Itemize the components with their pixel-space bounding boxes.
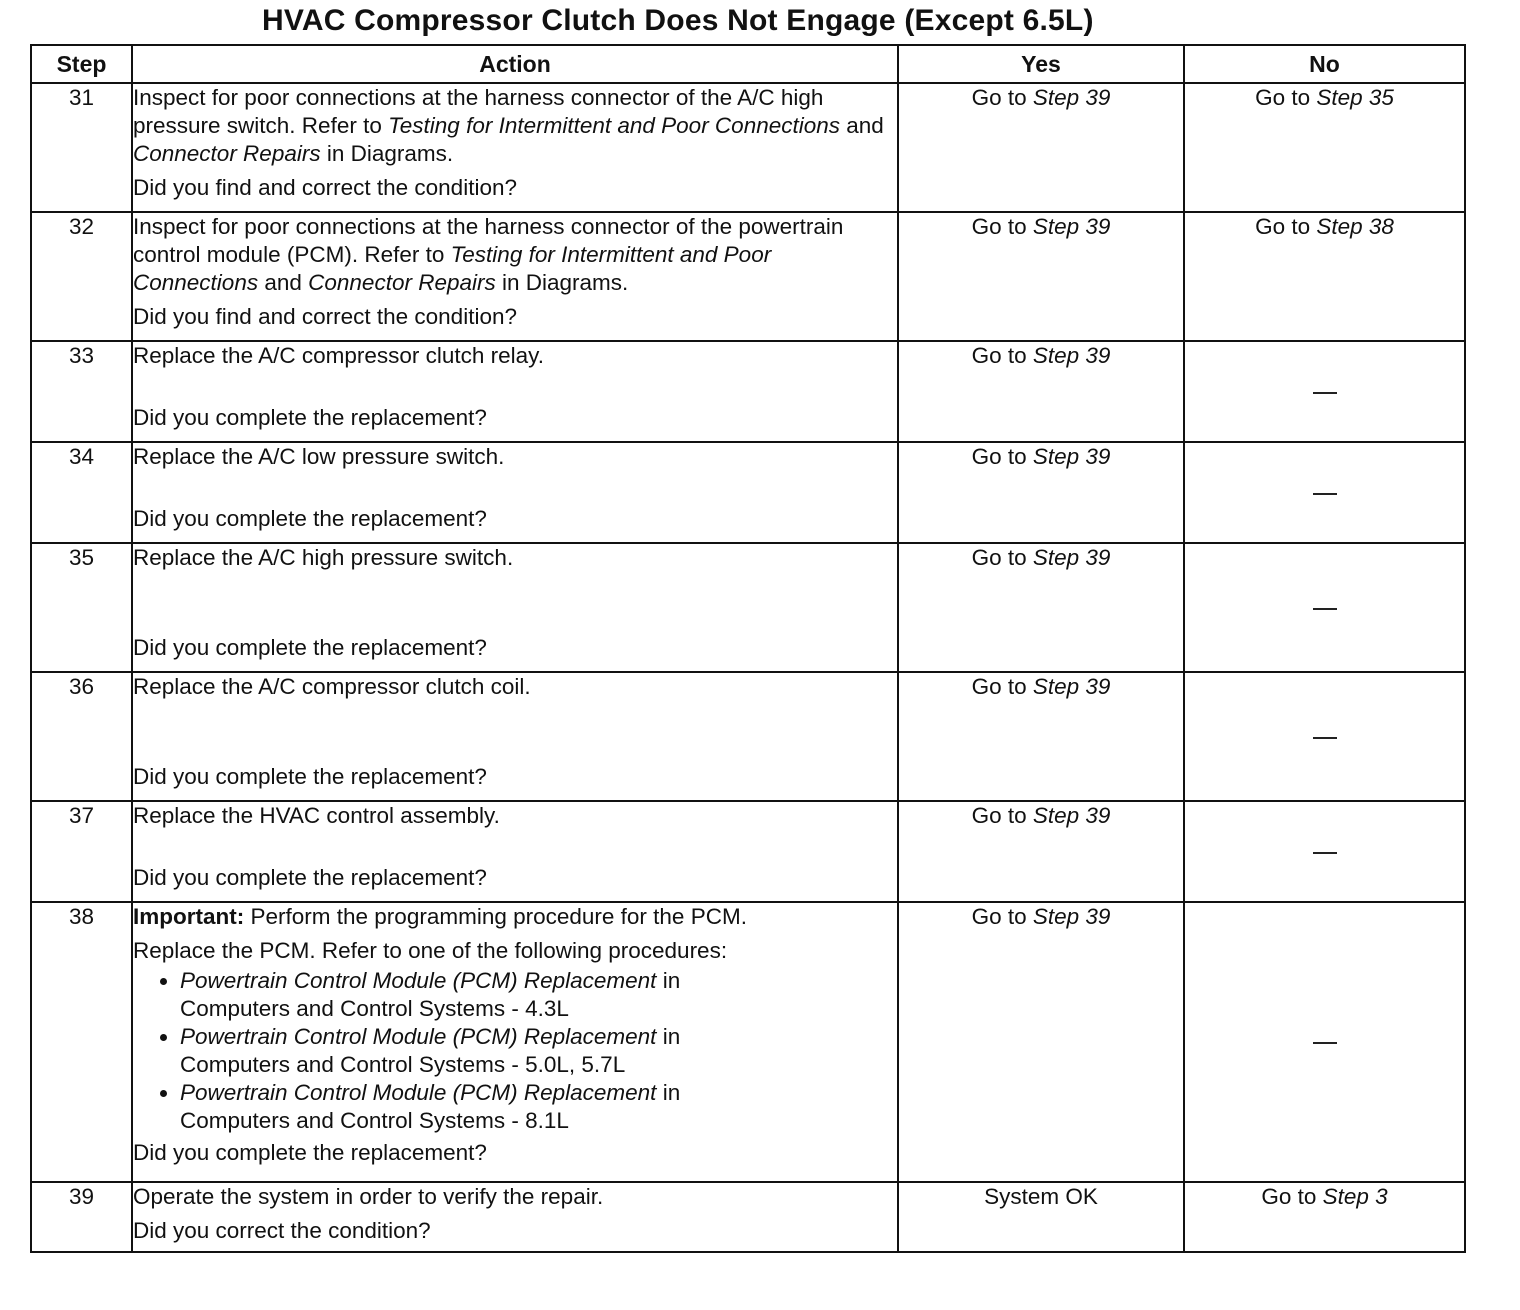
step-number: 35 [31,543,132,672]
header-yes: Yes [898,45,1184,83]
no-dash [1313,852,1337,854]
yes-cell: Go to Step 39 [898,83,1184,212]
step-number: 33 [31,341,132,442]
step-number: 36 [31,672,132,801]
no-cell [1184,442,1465,543]
question-text: Did you find and correct the condition? [133,175,517,200]
yes-cell: Go to Step 39 [898,543,1184,672]
action-cell [132,442,898,543]
important-note: Important: Perform the programming procedure for the PCM. [133,904,747,929]
reference-link: Powertrain Control Module (PCM) Replacement [180,1080,657,1105]
action-cell [132,341,898,442]
reference-link: Testing for Intermittent and Poor Connections [388,113,841,138]
step-number: 39 [31,1182,132,1252]
diagnostic-table [30,44,1466,1253]
action-cell [132,672,898,801]
action-text: Replace the A/C high pressure switch. [133,545,514,570]
step-number: 34 [31,442,132,543]
action-cell [132,83,898,212]
table-row [31,83,1465,212]
action-cell [132,1182,898,1252]
step-number: 37 [31,801,132,902]
question-text: Did you complete the replacement? [133,635,487,660]
yes-cell [898,1182,1184,1252]
step-number: 32 [31,212,132,341]
step-number: 31 [31,83,132,212]
no-step-ref: Step 3 [1322,1184,1388,1209]
list-item: • Powertrain Control Module (PCM) Replacement in Computers and Control Systems - 8.1L [180,1079,897,1135]
no-dash [1313,392,1337,394]
no-cell [1184,672,1465,801]
yes-cell: Go to Step 39 [898,902,1184,1182]
no-step-ref: Step 38 [1316,214,1394,239]
yes-cell: Go to Step 39 [898,341,1184,442]
no-step-ref: Step 35 [1316,85,1394,110]
question-text: Did you complete the replacement? [133,865,487,890]
table-row [31,1182,1465,1252]
no-cell [1184,341,1465,442]
no-cell: Go to Step 38 [1184,212,1465,341]
yes-result: System OK [984,1184,1098,1209]
no-dash [1313,737,1337,739]
page-title: HVAC Compressor Clutch Does Not Engage (Except 6.5L) [262,4,1094,37]
yes-cell: Go to Step 39 [898,212,1184,341]
header-step: Step [31,45,132,83]
yes-cell: Go to Step 39 [898,442,1184,543]
no-cell [1184,902,1465,1182]
yes-cell: Go to Step 39 [898,801,1184,902]
no-dash [1313,608,1337,610]
action-text: Replace the PCM. Refer to one of the following procedures: [133,938,728,963]
no-cell [1184,543,1465,672]
question-text: Did you complete the replacement? [133,764,487,789]
reference-link: Connector Repairs [308,270,496,295]
action-cell [132,543,898,672]
reference-link: Powertrain Control Module (PCM) Replacement [180,968,657,993]
reference-link: Connector Repairs [133,141,321,166]
action-text: Replace the HVAC control assembly. [133,803,500,828]
no-cell: Go to Step 35 [1184,83,1465,212]
no-cell: Go to Step 3 [1184,1182,1465,1252]
yes-step-ref: Step 39 [1032,545,1111,570]
action-cell [132,212,898,341]
table-row [31,442,1465,543]
yes-step-ref: Step 39 [1032,343,1111,368]
list-item: • Powertrain Control Module (PCM) Replacement in Computers and Control Systems - 5.0L, 5.7L [180,1023,897,1079]
action-text: Operate the system in order to verify the repair. [133,1184,604,1209]
header-row [31,45,1465,83]
table-row [31,672,1465,801]
question-text: Did you correct the condition? [133,1218,431,1243]
action-text: Replace the A/C low pressure switch. [133,444,505,469]
action-text: Replace the A/C compressor clutch coil. [133,674,531,699]
table-row [31,341,1465,442]
step-number: 38 [31,902,132,1182]
yes-cell: Go to Step 39 [898,672,1184,801]
header-no: No [1184,45,1465,83]
yes-step-ref: Step 39 [1032,674,1111,699]
action-text: Inspect for poor connections at the harness connector of the powertrain control module (PCM). Refer to Testing for Intermittent and Poor Connections and Connector Repairs in Diagrams. [133,214,844,295]
reference-link: Testing for Intermittent and Poor Connections [133,242,772,295]
table-row [31,902,1465,1182]
important-label: Important: [133,904,245,929]
header-action: Action [132,45,898,83]
no-dash [1313,1042,1337,1044]
yes-step-ref: Step 39 [1032,444,1111,469]
table-row [31,801,1465,902]
procedure-list [133,967,897,1135]
table-row [31,212,1465,341]
question-text: Did you complete the replacement? [133,1140,487,1165]
question-text: Did you complete the replacement? [133,506,487,531]
table-row [31,543,1465,672]
yes-step-ref: Step 39 [1032,904,1111,929]
yes-step-ref: Step 39 [1032,85,1111,110]
no-dash [1313,493,1337,495]
yes-step-ref: Step 39 [1032,803,1111,828]
action-text: Replace the A/C compressor clutch relay. [133,343,545,368]
action-cell [132,801,898,902]
yes-step-ref: Step 39 [1032,214,1111,239]
question-text: Did you complete the replacement? [133,405,487,430]
action-cell [132,902,898,1182]
no-cell [1184,801,1465,902]
question-text: Did you find and correct the condition? [133,304,517,329]
list-item: • Powertrain Control Module (PCM) Replacement in Computers and Control Systems - 4.3L [180,967,897,1023]
action-text: Inspect for poor connections at the harness connector of the A/C high pressure switch. Refer to Testing for Intermittent and Poor Connections and Connector Repairs in Diagrams. [133,85,884,166]
reference-link: Powertrain Control Module (PCM) Replacement [180,1024,657,1049]
